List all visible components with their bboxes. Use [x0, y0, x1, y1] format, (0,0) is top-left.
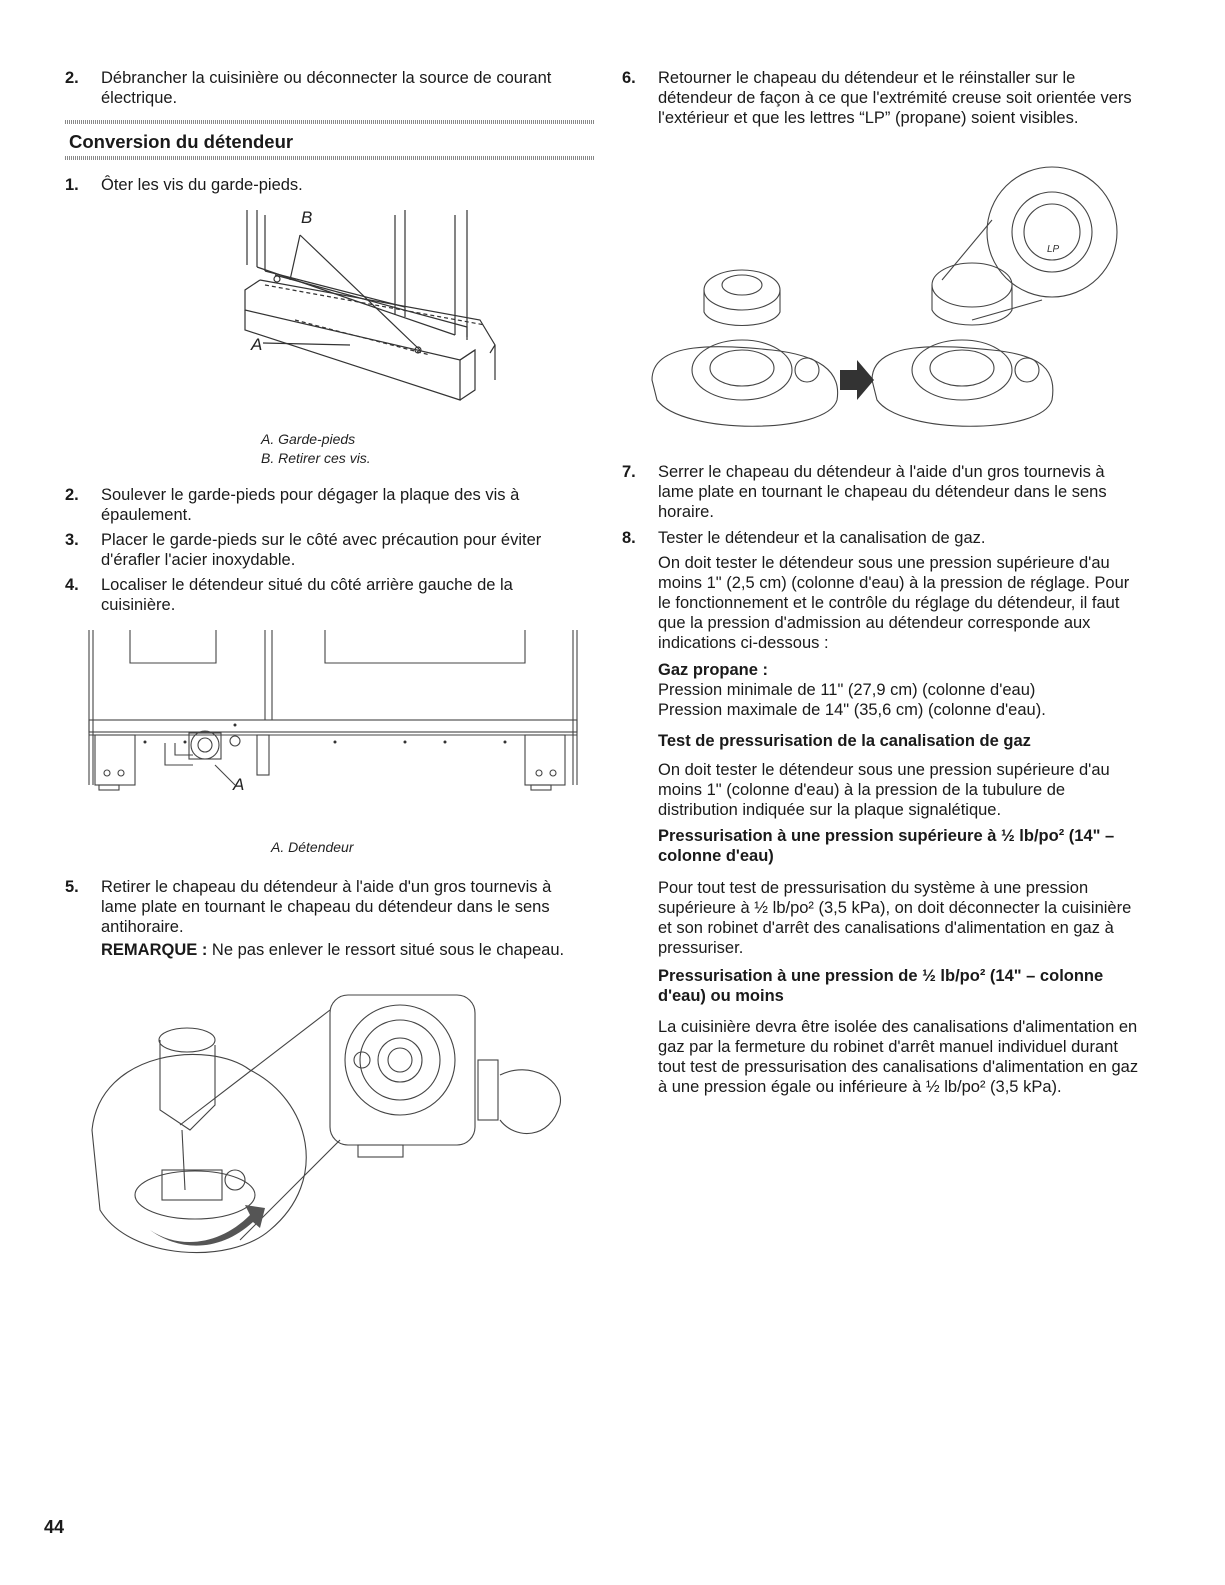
note-text: Ne pas enlever le ressort situé sous le chapeau.	[207, 941, 565, 959]
section-title: Conversion du détendeur	[69, 131, 294, 152]
step-2-lift-toe-kick	[65, 485, 565, 525]
step-text: Ôter les vis du garde-pieds.	[101, 176, 303, 194]
step-number: 7.	[622, 463, 636, 481]
step-text: Retirer le chapeau du détendeur à l'aide d'un gros tournevis à lame plate en tournant le chapeau du détendeur dans le sens antihoraire.	[101, 878, 552, 936]
label-a: A	[251, 335, 263, 354]
heading-half-psi-or-less: Pressurisation à une pression de ½ lb/po² (14" – colonne d'eau) ou moins	[658, 967, 1104, 1005]
step-number: 1.	[65, 176, 79, 194]
step-4-locate-regulator	[65, 575, 565, 615]
range-bottom-illustration	[85, 625, 580, 800]
step-number: 4.	[65, 576, 79, 594]
step-text: Débrancher la cuisinière ou déconnecter la source de courant électrique.	[101, 69, 552, 107]
step-text: Tester le détendeur et la canalisation de gaz.	[658, 529, 986, 547]
page-number: 44	[44, 1517, 65, 1537]
paragraph-half-psi-or-less: La cuisinière devra être isolée des canalisations d'alimentation en gaz par la fermeture du robinet d'arrêt manuel individuel durant tout test de pressurisation des canalisations d'alimentation en gaz à une pression égale ou inférieure à ½ lb/po² (3,5 kPa).	[658, 1018, 1139, 1096]
label-a-regulator: A	[233, 775, 245, 794]
step-text: Soulever le garde-pieds pour dégager la plaque des vis à épaulement.	[101, 486, 520, 524]
lp-mark: LP	[1047, 244, 1060, 255]
step-number: 6.	[622, 69, 636, 87]
step-7-tighten-cap	[622, 462, 1142, 522]
toe-kick-illustration	[205, 205, 535, 420]
caption-b-remove-screws: B. Retirer ces vis.	[261, 450, 371, 466]
propane-max: Pression maximale de 14" (35,6 cm) (colonne d'eau).	[658, 701, 1046, 719]
step-text: Localiser le détendeur situé du côté arrière gauche de la cuisinière.	[101, 576, 513, 614]
propane-heading: Gaz propane :	[658, 661, 769, 679]
step-number: 8.	[622, 529, 636, 547]
step-text: Retourner le chapeau du détendeur et le réinstaller sur le détendeur de façon à ce que l'extrémité creuse soit orientée vers l'extérieur et que les lettres “LP” (propane) soient visibles.	[658, 69, 1132, 127]
step-3-set-aside	[65, 530, 565, 570]
step-number: 2.	[65, 69, 79, 87]
propane-min: Pression minimale de 11" (27,9 cm) (colonne d'eau)	[658, 681, 1036, 699]
section-heading	[65, 120, 595, 160]
cap-flip-illustration	[642, 160, 1142, 450]
paragraph-line-test: On doit tester le détendeur sous une pression supérieure d'au moins 1" (colonne d'eau) à la pression de la tubulure de distribution indiquée sur la plaque signalétique.	[658, 761, 1110, 819]
step-text: Placer le garde-pieds sur le côté avec précaution pour éviter d'érafler l'acier inoxydable.	[101, 531, 542, 569]
caption-regulator: A. Détendeur	[271, 839, 354, 855]
label-b: B	[301, 208, 313, 227]
step-6-reinstall-cap	[622, 68, 1142, 128]
heading-rule-top	[65, 120, 595, 124]
step-5-remove-cap	[65, 877, 565, 937]
heading-line-test: Test de pressurisation de la canalisation de gaz	[658, 732, 1031, 750]
step-number: 2.	[65, 486, 79, 504]
note-spring	[101, 940, 565, 960]
paragraph-above-half-psi: Pour tout test de pressurisation du système à une pression supérieure à ½ lb/po² (3,5 kPa), on doit déconnecter la cuisinière et son robinet d'arrêt des canalisations d'alimentation en gaz à pressuriser.	[658, 879, 1132, 957]
heading-above-half-psi: Pressurisation à une pression supérieure à ½ lb/po² (14" – colonne d'eau)	[658, 827, 1115, 865]
paragraph-test-pressure: On doit tester le détendeur sous une pression supérieure d'au moins 1" (2,5 cm) (colonne d'eau) à la pression de réglage. Pour le fonctionnement et le contrôle du réglage du détendeur, il faut que la pression d'admission au détendeur corresponde aux indications ci-dessous :	[658, 554, 1130, 652]
note-label: REMARQUE :	[101, 941, 208, 959]
screwdriver-cap-illustration	[90, 990, 585, 1260]
heading-rule-bottom	[65, 156, 595, 160]
step-1-remove-screws	[65, 175, 565, 195]
caption-a-toe-kick: A. Garde-pieds	[261, 431, 356, 447]
step-text: Serrer le chapeau du détendeur à l'aide d'un gros tournevis à lame plate en tournant le chapeau du détendeur dans le sens horaire.	[658, 463, 1107, 521]
step-number: 3.	[65, 531, 79, 549]
step-2-disconnect	[65, 68, 565, 108]
step-8-test	[622, 528, 1142, 548]
step-number: 5.	[65, 878, 79, 896]
